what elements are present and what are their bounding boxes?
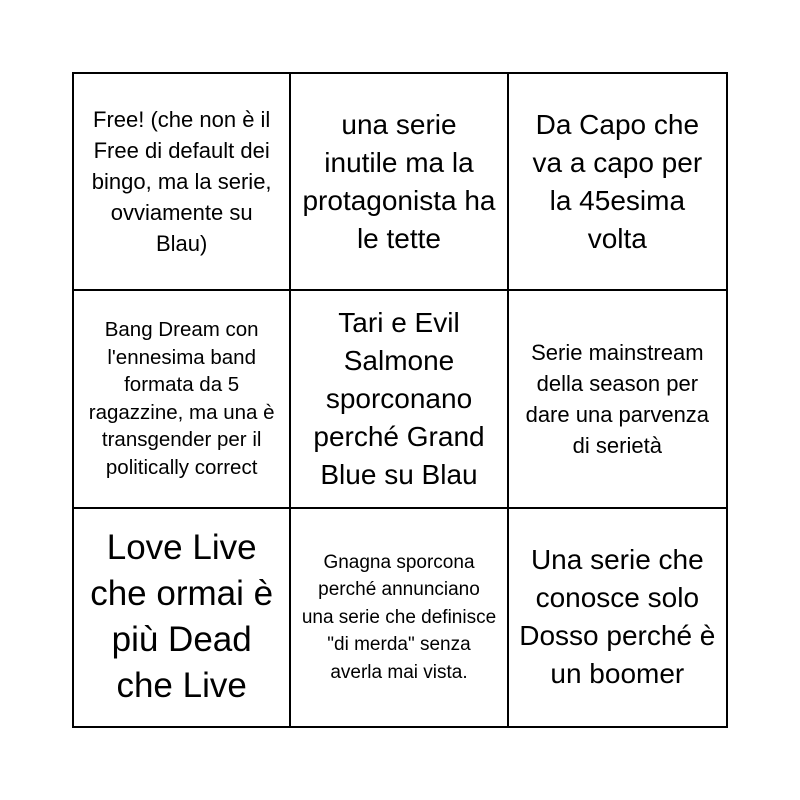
bingo-cell-7[interactable] <box>74 509 291 726</box>
bingo-cell-6[interactable] <box>509 291 726 508</box>
bingo-cell-text: Da Capo che va a capo per la 45esima volta <box>532 108 703 254</box>
bingo-cell-5[interactable] <box>291 291 508 508</box>
bingo-cell-9[interactable] <box>509 509 726 726</box>
bingo-cell-text: Gnagna sporcona perché annunciano una serie che definisce "di merda" senza averla mai vista. <box>301 551 497 683</box>
bingo-cell-text: Free! (che non è il Free di default dei bingo, ma la serie, ovviamente su Blau) <box>91 107 272 257</box>
bingo-cell-text: Tari e Evil Salmone sporconano perché Grand Blue su Blau <box>313 306 485 490</box>
bingo-cell-text: Una serie che conosce solo Dosso perché è un boomer <box>519 544 716 690</box>
bingo-cell-text: Serie mainstream della season per dare una parvenza di serietà <box>525 339 710 458</box>
bingo-cell-2[interactable] <box>291 74 508 291</box>
bingo-cell-4[interactable] <box>74 291 291 508</box>
bingo-cell-text: una serie inutile ma la protagonista ha le tette <box>302 108 496 254</box>
bingo-cell-text: Love Live che ormai è più Dead che Live <box>90 528 274 706</box>
bingo-cell-3[interactable] <box>509 74 726 291</box>
bingo-cell-1[interactable] <box>74 74 291 291</box>
bingo-cell-8[interactable] <box>291 509 508 726</box>
bingo-board <box>72 72 728 728</box>
bingo-cell-text: Bang Dream con l'ennesima band formata da 5 ragazzine, ma una è transgender per il politically correct <box>88 318 275 479</box>
